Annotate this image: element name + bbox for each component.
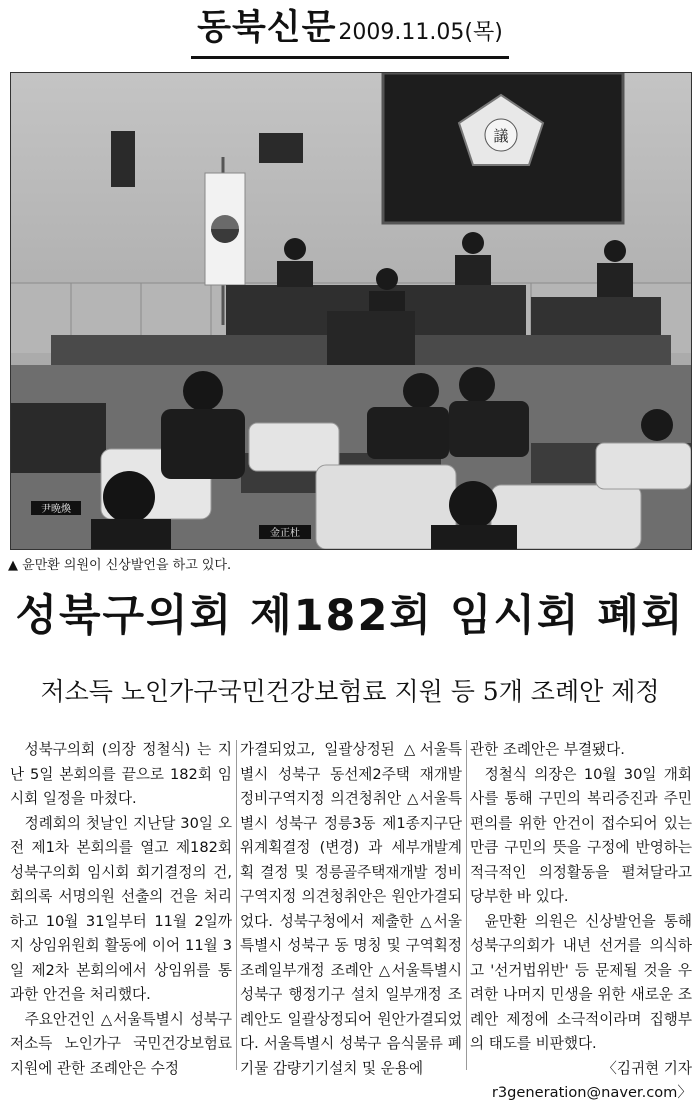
- masthead-underline: [191, 8, 509, 59]
- photo-caption: ▲ 윤만환 의원이 신상발언을 하고 있다.: [8, 558, 232, 573]
- paragraph: 정철식 의장은 10월 30일 개회사를 통해 구민의 복리증진과 주민편의를 위한 안건이 접수되어 있는 만큼 구민의 뜻을 구정에 반영하는 적극적인 의정활동을 펼쳐달라고 당부한 바 있다.: [470, 765, 692, 905]
- paragraph: 윤만환 의원은 신상발언을 통해 성북구의회가 내년 선거를 의식하고 '선거법위반' 등 문제될 것을 우려한 나머지 민생을 위한 새로운 조례안 제정에 소극적이라며 집행부의 태도를 비판했다.: [470, 912, 692, 1052]
- masthead: [0, 8, 700, 54]
- nameplate-left: 尹晩煥: [41, 504, 71, 515]
- paragraph: 관한 조례안은 부결됐다.: [470, 741, 625, 758]
- nameplate-center: 金正杜: [270, 528, 300, 539]
- publication-date: 2009.11.05(목): [338, 20, 503, 45]
- paragraph: 성북구의회 (의장 정철식) 는 지난 5일 본회의를 끝으로 182회 임시회 일정을 마쳤다.: [10, 741, 232, 807]
- article-body: [10, 738, 692, 1101]
- article-column-2: [240, 738, 462, 1081]
- emblem-text: 議: [493, 127, 509, 145]
- paragraph: 가결되었고, 일괄상정된 △서울특별시 성북구 동선제2주택 재개발 정비구역지정 의견청취안 △서울특별시 성북구 정릉3동 제1종지구단위계획결정 (변경) 과 세부개발계획 결정 및 정릉골주택재개발 정비구역지정 의견청취안은 원안가결되었다. 성북구청에서 제출한 △서울특별시 성북구 동 명칭 및 구역획정 조례일부개정 조례안 △서울특별시 성북구 행정기구 설치 일부개정 조례안도 일괄상정되어 원안가결되었다. 서울특별시 성북구 음식물류 폐기물 감량기기설치 및 운용에: [240, 741, 462, 1077]
- paragraph: 정례회의 첫날인 지난달 30일 오전 제1차 본회의를 열고 제182회 성북구의회 임시회 회기결정의 건, 회의록 서명의원 선출의 건을 처리하고 10월 31일부터 11월 2일까지 상임위원회 활동에 이어 11월 3일 제2차 본회의에서 상임위를 통과한 안건을 처리했다.: [10, 814, 232, 1003]
- article-column-1: [10, 738, 232, 1081]
- news-photo: [10, 72, 692, 550]
- publication-name: 동북신문: [197, 8, 337, 48]
- column-divider: [236, 740, 237, 1070]
- article-column-3: [470, 738, 692, 1106]
- paragraph: 주요안건인 △서울특별시 성북구 저소득 노인가구 국민건강보험료 지원에 관한 조례안은 수정: [10, 1010, 232, 1077]
- article-headline: 성북구의회 제182회 임시회 폐회: [15, 591, 685, 641]
- byline: 〈김귀현 기자 r3generation@naver.com〉: [491, 1059, 692, 1101]
- column-divider: [466, 740, 467, 1070]
- flag-icon: [205, 173, 245, 285]
- article-subheadline: 저소득 노인가구국민건강보험료 지원 등 5개 조례안 제정: [40, 677, 660, 706]
